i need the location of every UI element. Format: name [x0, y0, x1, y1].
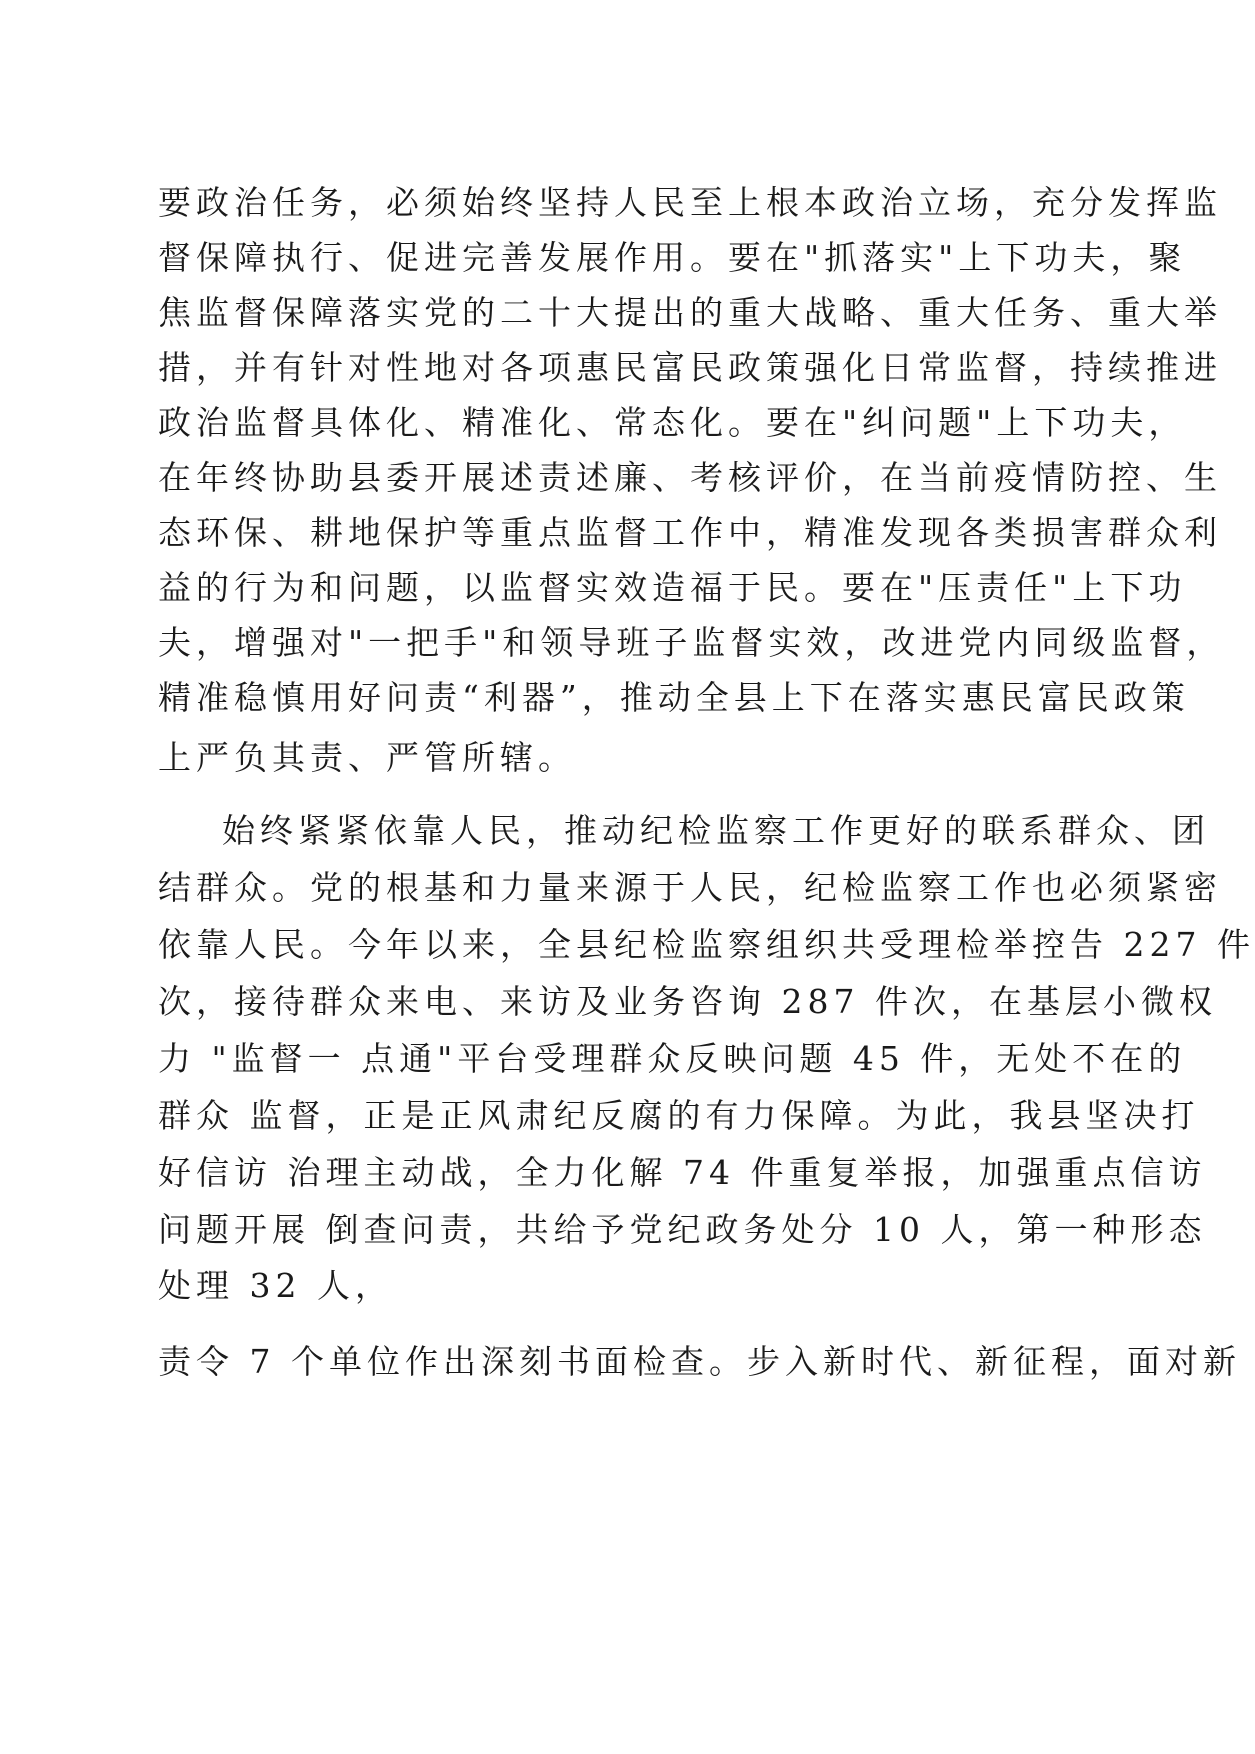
paragraph-line: 结群众。党的根基和力量来源于人民，纪检监察工作也必须紧密: [158, 868, 1222, 907]
paragraph-line: 益的行为和问题，以监督实效造福于民。要在"压责任"上下功: [158, 568, 1187, 607]
paragraph-line: 要政治任务，必须始终坚持人民至上根本政治立场，充分发挥监: [158, 183, 1222, 222]
paragraph-line: 处理 32 人，: [158, 1266, 393, 1305]
paragraph-line: 群众 监督，正是正风肃纪反腐的有力保障。为此，我县坚决打: [158, 1096, 1200, 1135]
paragraph-line: 夫，增强对"一把手"和领导班子监督实效，改进党内同级监督，: [158, 623, 1225, 662]
paragraph-line: 好信访 治理主动战，全力化解 74 件重复举报，加强重点信访: [158, 1153, 1207, 1192]
paragraph-line: 上严负其责、严管所辖。: [158, 738, 576, 777]
paragraph-line: 焦监督保障落实党的二十大提出的重大战略、重大任务、重大举: [158, 293, 1222, 332]
paragraph-line: 态环保、耕地保护等重点监督工作中，精准发现各类损害群众利: [158, 513, 1222, 552]
paragraph-line: 力 "监督一 点通"平台受理群众反映问题 45 件，无处不在的: [158, 1039, 1187, 1078]
paragraph-line: 在年终协助县委开展述责述廉、考核评价，在当前疫情防控、生: [158, 458, 1222, 497]
paragraph-line: 督保障执行、促进完善发展作用。要在"抓落实"上下功夫，聚: [158, 238, 1187, 277]
paragraph-line: 问题开展 倒查问责，共给予党纪政务处分 10 人，第一种形态: [158, 1210, 1207, 1249]
paragraph-line: 政治监督具体化、精准化、常态化。要在"纠问题"上下功夫，: [158, 403, 1187, 442]
paragraph-line: 次，接待群众来电、来访及业务咨询 287 件次，在基层小微权: [158, 982, 1217, 1021]
paragraph-line: 措，并有针对性地对各项惠民富民政策强化日常监督，持续推进: [158, 348, 1222, 387]
paragraph-line: 精准稳慎用好问责“利器”，推动全县上下在落实惠民富民政策: [158, 678, 1190, 717]
paragraph-line: 始终紧紧依靠人民，推动纪检监察工作更好的联系群众、团: [222, 811, 1210, 850]
paragraph-line: 依靠人民。今年以来，全县纪检监察组织共受理检举控告 227 件: [158, 925, 1255, 964]
paragraph-line: 责令 7 个单位作出深刻书面检查。步入新时代、新征程，面对新: [158, 1342, 1241, 1381]
